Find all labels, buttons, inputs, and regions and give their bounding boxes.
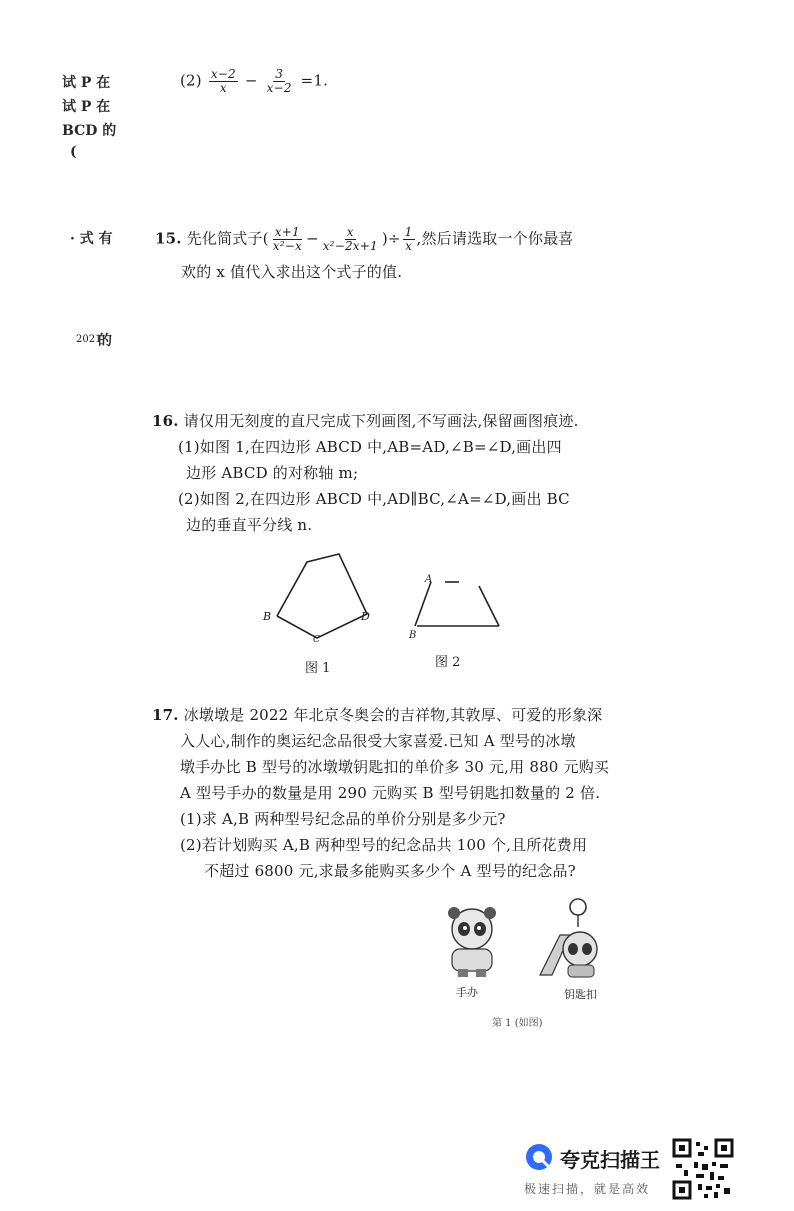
- denominator: x²−x: [272, 239, 302, 253]
- fraction: [265, 68, 294, 95]
- figure-1-quadrilateral: [255, 548, 385, 648]
- question-16-line: (1)如图 1,在四边形 ABCD 中,AB=AD,∠B=∠D,画出四: [178, 438, 562, 456]
- side-dc: [479, 586, 499, 626]
- question-text: 请仅用无刻度的直尺完成下列画图,不写画法,保留画图痕迹.: [183, 412, 579, 430]
- question-17-line: (2)若计划购买 A,B 两种型号的纪念品共 100 个,且所花费用: [180, 836, 588, 854]
- fraction: [271, 226, 304, 253]
- figurine-image: [438, 905, 508, 983]
- margin-fragment: 试 P 在: [62, 99, 111, 115]
- question-17-line: (1)求 A,B 两种型号纪念品的单价分别是多少元?: [180, 810, 506, 828]
- figurine-caption: 手办: [456, 986, 478, 999]
- question-text: 冰墩墩是 2022 年北京冬奥会的吉祥物,其敦厚、可爱的形象深: [183, 706, 603, 724]
- vertex-label-b: B: [263, 610, 272, 623]
- equation-rhs: =1.: [300, 71, 329, 90]
- quark-logo-icon: [524, 1142, 554, 1172]
- question-17-line: 入人心,制作的奥运纪念品很受大家喜爱.已知 A 型号的冰墩: [180, 732, 576, 750]
- vertex-label-b: B: [409, 630, 417, 641]
- denominator: x: [405, 239, 413, 253]
- question-15: [155, 226, 574, 253]
- numerator: 3: [275, 67, 284, 81]
- vertex-label-d: D: [361, 610, 370, 623]
- part-label: (2): [180, 71, 202, 90]
- question-number: 15.: [155, 229, 182, 248]
- denominator: x: [219, 81, 227, 95]
- margin-fragment: (: [70, 144, 77, 160]
- operator: )÷: [381, 229, 401, 248]
- figure-2-trapezoid: [405, 568, 515, 644]
- denominator: x−2: [266, 81, 292, 95]
- keychain-caption: 钥匙扣: [564, 988, 597, 1001]
- question-16-line: 边的垂直平分线 n.: [186, 516, 313, 534]
- question-17-line: A 型号手办的数量是用 290 元购买 B 型号钥匙扣数量的 2 倍.: [180, 784, 601, 802]
- numerator: x: [346, 225, 354, 239]
- quadrilateral-abcd: [277, 554, 367, 638]
- figure-1-caption: 图 1: [305, 661, 331, 676]
- question-16-line: (2)如图 2,在四边形 ABCD 中,AD∥BC,∠A=∠D,画出 BC: [178, 490, 570, 508]
- operator: −: [305, 229, 319, 248]
- brand-slogan: 极速扫描，就是高效: [524, 1182, 651, 1196]
- numerator: 1: [404, 225, 413, 239]
- question-16-line: 边形 ABCD 的对称轴 m;: [186, 464, 359, 482]
- question-17-line: 墩手办比 B 型号的冰墩墩钥匙扣的单价多 30 元,用 880 元购买: [180, 758, 610, 776]
- side-ab: [415, 582, 431, 626]
- keychain-image: [530, 895, 610, 985]
- question-number: 16.: [152, 412, 179, 430]
- question-text: ,然后请选取一个你最喜: [416, 229, 574, 248]
- vertex-label-c: C: [313, 635, 320, 645]
- question-17: [152, 705, 602, 725]
- vertex-label-a: A: [425, 574, 433, 585]
- margin-fragment: 2021: [76, 334, 102, 345]
- fraction: [403, 226, 415, 253]
- numerator: x−2: [210, 67, 236, 81]
- qr-code-icon: [672, 1138, 734, 1200]
- question-16: [152, 411, 579, 431]
- margin-fragment: 的: [98, 333, 112, 349]
- question-text: 先化简式子(: [186, 229, 269, 248]
- question-number: 17.: [152, 706, 179, 724]
- margin-fragment: BCD 的: [62, 123, 117, 139]
- fraction: [209, 68, 238, 95]
- denominator: x²−2x+1: [322, 239, 378, 253]
- question-17-line: 不超过 6800 元,求最多能购买多少个 A 型号的纪念品?: [204, 862, 576, 880]
- figure-2-caption: 图 2: [435, 655, 461, 670]
- operator: −: [244, 71, 258, 90]
- numerator: x+1: [274, 225, 300, 239]
- margin-fragment: 试 P 在: [62, 75, 111, 91]
- brand-name: 夸克扫描王: [560, 1148, 660, 1172]
- image-footnote: 第 1 (如图): [492, 1018, 543, 1029]
- margin-fragment: · 式 有: [70, 231, 113, 247]
- fraction: [321, 226, 380, 253]
- question-14-part-2: [180, 68, 328, 95]
- question-15-line-2: 欢的 x 值代入求出这个式子的值.: [181, 263, 403, 281]
